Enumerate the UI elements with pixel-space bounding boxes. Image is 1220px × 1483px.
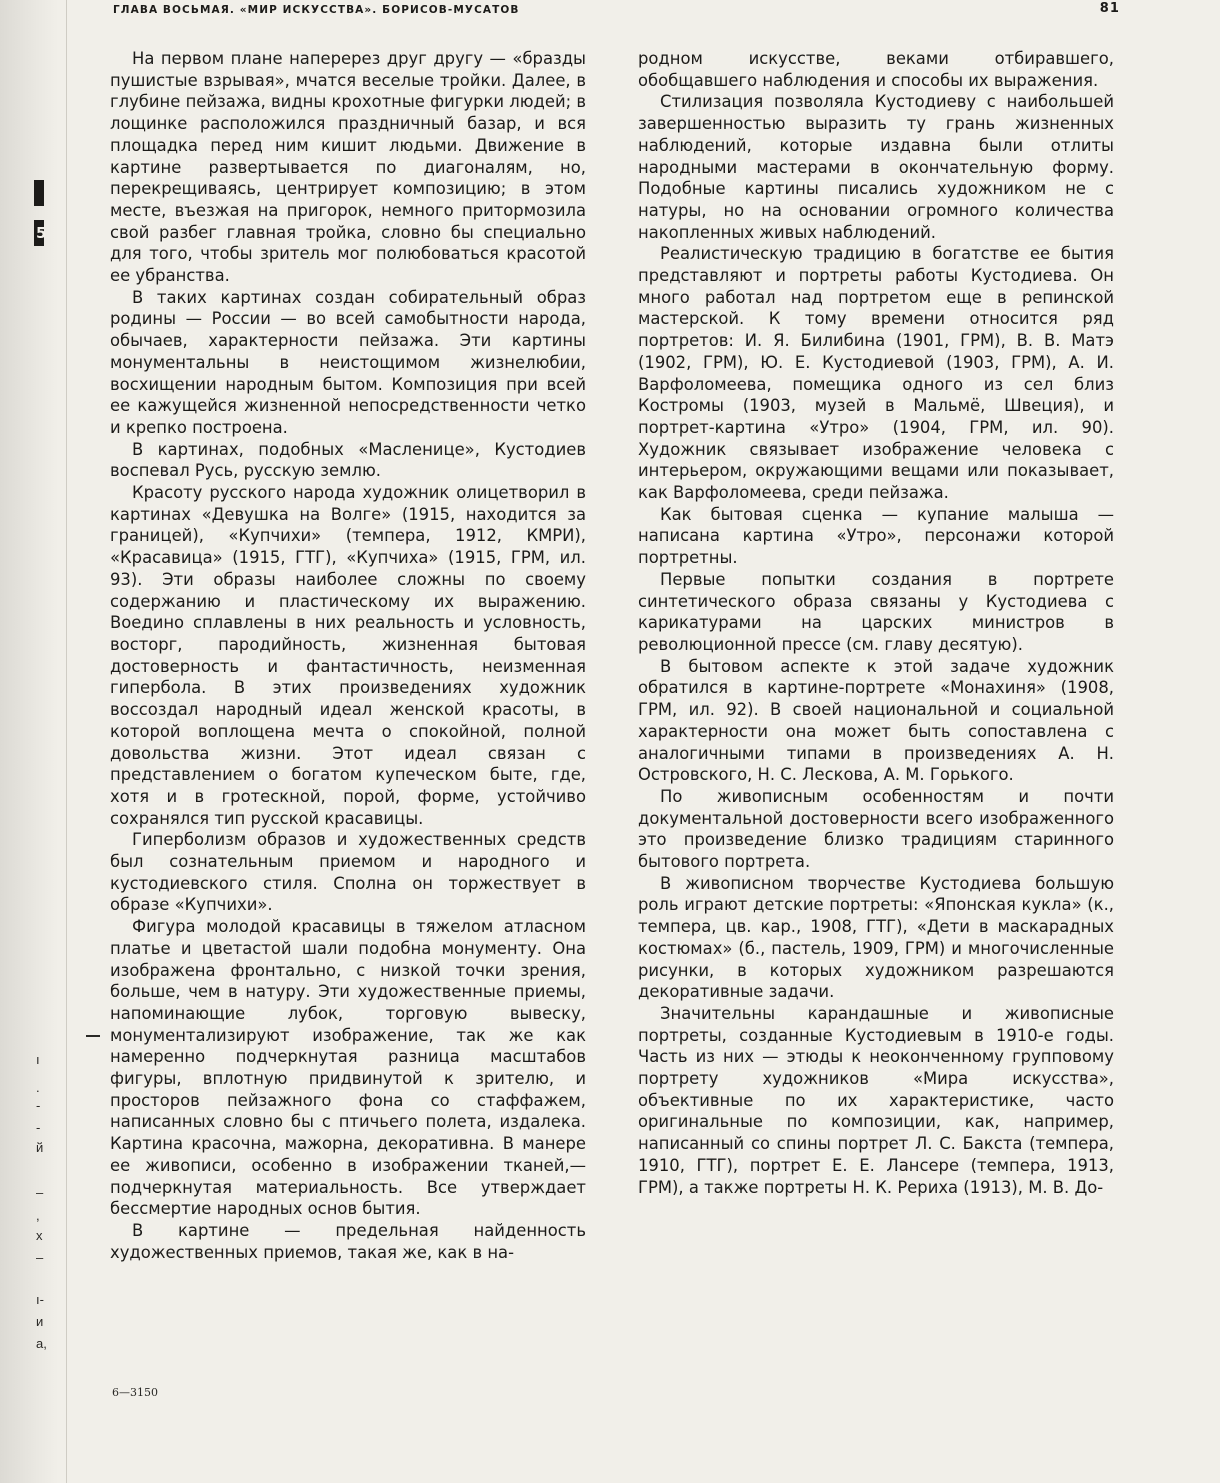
- margin-fragment: й: [36, 1140, 44, 1155]
- margin-fragment: х: [36, 1228, 43, 1243]
- paragraph: Фигура молодой красавицы в тяжелом атласном платье и цветастой шали подобна монументу. Она изображена фронтально, с низкой точки зрения, больше, чем в натуру. Эти художественные приемы, напоминающие лубок, торговую вывеску, монументализируют изображение, так же как намеренно подчеркнутая разница масштабов фигуры, вплотную придвинутой к зрителю, и просторов пейзажного фона со стаффажем, написанных словно бы с птичьего полета, издалека. Картина красочна, мажорна, декоративна. В манере ее живописи, особенно в изображении тканей,— подчеркнутая материальность. Все утверждает бессмертие народных основ бытия.: [110, 917, 586, 1219]
- paragraph: По живописным особенностям и почти документальной достоверности всего изображенного это произведение близко традициям старинного бытового портрета.: [638, 786, 1114, 872]
- paragraph: Первые попытки создания в портрете синтетического образа связаны у Кустодиева с карикатурами на царских министров в революционной прессе (см. главу десятую).: [638, 569, 1114, 654]
- paragraph: В картине — предельная найденность художественных приемов, такая же, как в на-: [110, 1220, 586, 1262]
- margin-fragment: ,: [36, 1208, 40, 1223]
- paragraph: В живописном творчестве Кустодиева большую роль играют детские портреты: «Японская кукла» (к., темпера, цв. кар., 1908, ГТГ), «Дети в маскарадных костюмах» (б., пастель, 1909, ГРМ) и многочисленные рисунки, в которых художником разрешаются декоративные задачи.: [638, 873, 1114, 1002]
- printer-signature: 6—3150: [112, 1386, 158, 1399]
- margin-dash: [86, 1035, 100, 1037]
- running-header: [113, 1, 1120, 20]
- paragraph: Стилизация позволяла Кустодиеву с наибольшей завершенностью выразить ту грань жизненных наблюдений, которые издавна были отлиты народными мастерами в окончательную форму. Подобные картины писались художником не с натуры, но на основании огромного количества накопленных живых наблюдений.: [638, 92, 1114, 242]
- page-number: 81: [1099, 1, 1120, 16]
- left-column: [110, 48, 586, 1263]
- paragraph: В картинах, подобных «Масленице», Кустодиев воспевал Русь, русскую землю.: [110, 439, 586, 481]
- margin-fragment: а,: [36, 1336, 47, 1351]
- paragraph: Значительны карандашные и живописные портреты, созданные Кустодиевым в 1910-е годы. Часть из них — этюды к неоконченному групповому портрету художников «Мира искусства», объективные по их характеристике, часто оригинальные по композиции, как, например, написанный со спины портрет Л. С. Бакста (темпера, 1910, ГТГ), портрет Е. Е. Лансере (темпера, 1913, ГРМ), а также портреты Н. К. Рериха (1913), М. В. До-: [638, 1003, 1114, 1197]
- chapter-title: ГЛАВА ВОСЬМАЯ. «МИР ИСКУССТВА». БОРИСОВ-МУСАТОВ: [113, 4, 520, 16]
- paragraph: Как бытовая сценка — купание малыша — написана картина «Утро», персонажи которой портретны.: [638, 504, 1114, 568]
- right-column: [638, 48, 1114, 1198]
- paragraph-continued: родном искусстве, веками отбиравшего, обобщавшего наблюдения и способы их выражения.: [638, 49, 1114, 90]
- paragraph: Красоту русского народа художник олицетворил в картинах «Девушка на Волге» (1915, находится за границей), «Купчихи» (темпера, 1912, КМРИ), «Красавица» (1915, ГТГ), «Купчиха» (1915, ГРМ, ил. 93). Эти образы наиболее сложны по своему содержанию и пластическому их выражению. Воедино сплавлены в них реальность и условность, восторг, пародийность, жизненная бытовая достоверность и фантастичность, неизменная гипербола. В этих произведениях художник воссоздал народный идеал женской красоты, в которой воплощена мечта о спокойной, полной довольства жизни. Этот идеал связан с представлением о богатом купеческом быте, где, хотя и в гротескной, порой, форме, устойчиво сохранялся тип русской красавицы.: [110, 483, 586, 828]
- margin-fragment: –: [36, 1250, 44, 1265]
- paragraph: Реалистическую традицию в богатстве ее бытия представляют и портреты работы Кустодиева. Он много работал над портретом еще в репинской мастерской. К тому времени относится ряд портретов: И. Я. Билибина (1901, ГРМ), В. В. Матэ (1902, ГРМ), Ю. Е. Кустодиевой (1903, ГРМ), А. И. Варфоломеева, помещика одного из сел близ Костромы (1903, музей в Мальмё, Швеция), и портрет-картина «Утро» (1904, ГРМ, ил. 90). Художник связывает изображение человека с интерьером, окружающими вещами или показывает, как Варфоломеева, среди пейзажа.: [638, 244, 1114, 503]
- margin-fragment: .: [36, 1080, 40, 1095]
- margin-fragment: ı: [36, 1052, 40, 1067]
- margin-fragment: -: [36, 1120, 41, 1135]
- paragraph: В бытовом аспекте к этой задаче художник обратился в картине-портрете «Монахиня» (1908, ГРМ, ил. 92). В своей национальной и социальной характерности она может быть сопоставлена с аналогичными типами в произведениях А. Н. Островского, Н. С. Лескова, А. М. Горького.: [638, 656, 1114, 785]
- margin-tab-number: 5: [36, 224, 47, 242]
- paragraph: В таких картинах создан собирательный образ родины — России — во всей самобытности народа, обычаев, характерности пейзажа. Эти картины монументальны в неистощимом жизнелюбии, восхищении народным бытом. Композиция при всей ее кажущейся жизненной непосредственности четко и крепко построена.: [110, 287, 586, 437]
- paragraph: Гиперболизм образов и художественных средств был сознательным приемом и народного и кустодиевского стиля. Сполна он торжествует в образе «Купчихи».: [110, 830, 586, 915]
- binding-edge: [66, 0, 67, 1483]
- paragraph: На первом плане наперерез друг другу — «бразды пушистые взрывая», мчатся веселые тройки. Далее, в глубине пейзажа, видны крохотные фигурки людей; в лощинке расположился праздничный базар, и вся площадка перед ним кишит людьми. Движение в картине развертывается по диагоналям, но, перекрещиваясь, центрирует композицию; в этом месте, въезжая на пригорок, немного притормозила свой разбег главная тройка, словно бы специально для того, чтобы зритель мог полюбоваться красотой ее убранства.: [110, 49, 586, 286]
- page-gutter-shadow: [0, 0, 58, 1483]
- margin-fragment: -: [36, 1098, 41, 1113]
- margin-fragment: ı-: [36, 1292, 44, 1307]
- margin-fragment: –: [36, 1185, 44, 1200]
- margin-fragment: и: [36, 1314, 44, 1329]
- margin-tab-mark: [34, 180, 44, 206]
